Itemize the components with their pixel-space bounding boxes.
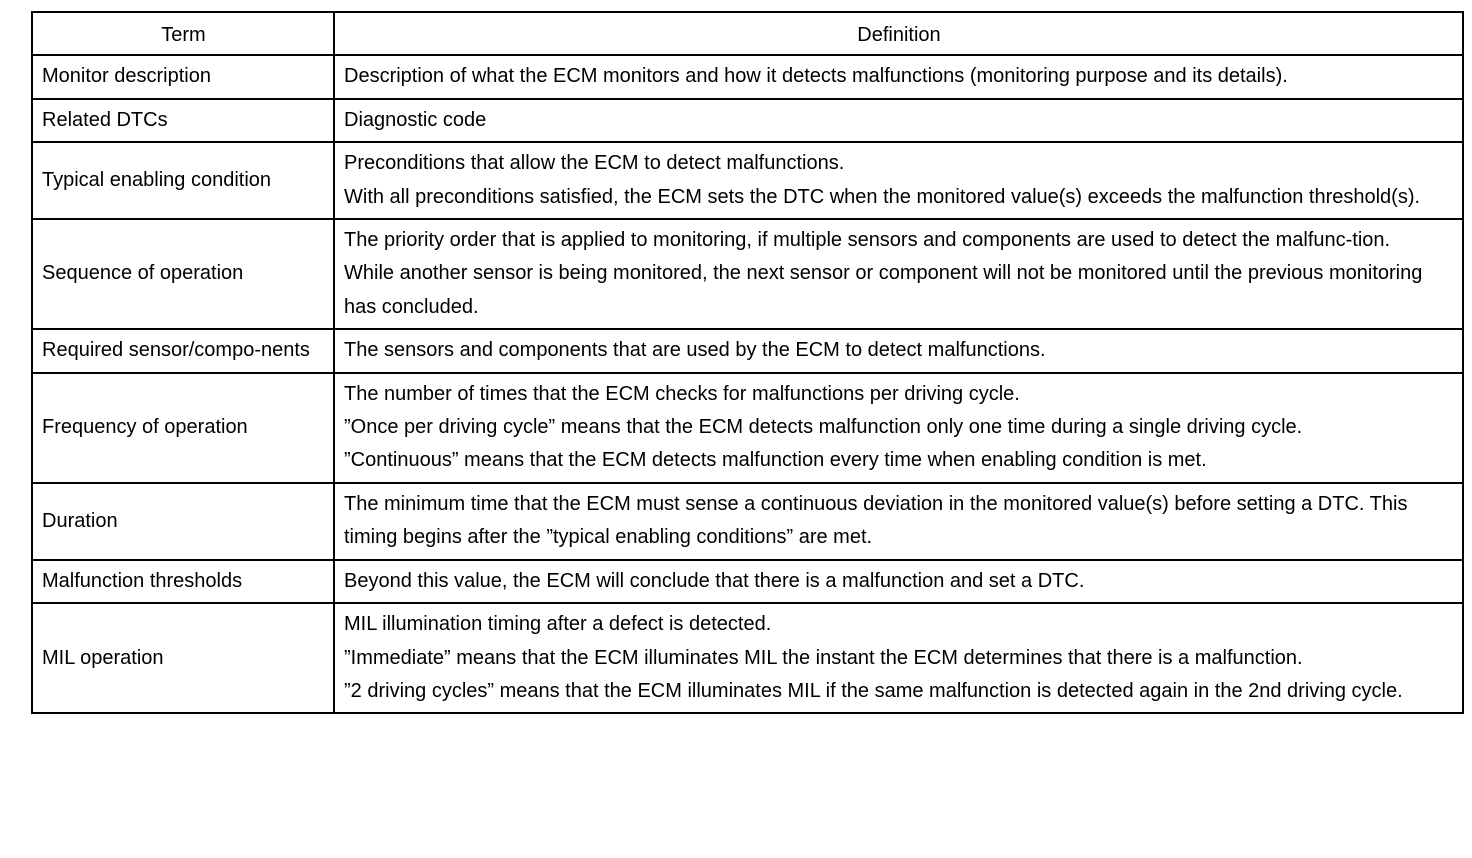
table-row [32,55,1463,98]
definition-line: ”Once per driving cycle” means that the ECM detects malfunction only one time during a single driving cycle. [344,416,1303,439]
term-cell: Monitor description [32,55,334,98]
definition-cell [334,99,1463,142]
header-row [32,12,1463,55]
definition-line: ”Continuous” means that the ECM detects malfunction every time when enabling condition is met. [344,449,1207,472]
definition-column-header: Definition [334,12,1463,55]
definition-cell [334,483,1463,560]
definition-cell [334,142,1463,219]
definition-cell [334,560,1463,603]
definition-line: ”2 driving cycles” means that the ECM illuminates MIL if the same malfunction is detected again in the 2nd driving cycle. [344,679,1403,702]
definition-line: The priority order that is applied to monitoring, if multiple sensors and components are used to detect the malfunc-tion. [344,229,1391,252]
table-row [32,219,1463,329]
definition-line: While another sensor is being monitored, the next sensor or component will not be monitored until the previous monitoring has concluded. [344,262,1423,318]
definition-line: Preconditions that allow the ECM to detect malfunctions. [344,152,845,175]
definition-line: Description of what the ECM monitors and how it detects malfunctions (monitoring purpose and its details). [344,65,1288,88]
definition-cell [334,219,1463,329]
term-cell: Related DTCs [32,99,334,142]
table-row [32,99,1463,142]
definition-line: Diagnostic code [344,108,487,131]
definition-cell [334,329,1463,372]
table-row [32,603,1463,713]
term-column-header: Term [32,12,334,55]
term-cell: Frequency of operation [32,373,334,483]
term-cell: Sequence of operation [32,219,334,329]
definition-cell [334,603,1463,713]
table-header [32,12,1463,55]
table-row [32,560,1463,603]
definition-cell [334,55,1463,98]
table-row [32,373,1463,483]
definition-line: With all preconditions satisfied, the ECM sets the DTC when the monitored value(s) exceeds the malfunction threshold(s). [344,185,1421,208]
definitions-table [31,11,1464,714]
definition-cell [334,373,1463,483]
term-cell: Required sensor/compo-nents [32,329,334,372]
table-row [32,329,1463,372]
definition-line: The number of times that the ECM checks for malfunctions per driving cycle. [344,382,1020,405]
definition-line: ”Immediate” means that the ECM illuminates MIL the instant the ECM determines that there is a malfunction. [344,646,1303,669]
term-cell: Duration [32,483,334,560]
term-cell: MIL operation [32,603,334,713]
definition-line: The sensors and components that are used by the ECM to detect malfunctions. [344,339,1046,362]
definition-line: MIL illumination timing after a defect is detected. [344,613,772,636]
definition-line: Beyond this value, the ECM will conclude that there is a malfunction and set a DTC. [344,569,1085,592]
term-cell: Malfunction thresholds [32,560,334,603]
table-row [32,483,1463,560]
table-row [32,142,1463,219]
definition-line: The minimum time that the ECM must sense a continuous deviation in the monitored value(s) before setting a DTC. This timing begins after the ”typical enabling conditions” are met. [344,492,1408,549]
table-body [32,55,1463,713]
term-cell: Typical enabling condition [32,142,334,219]
